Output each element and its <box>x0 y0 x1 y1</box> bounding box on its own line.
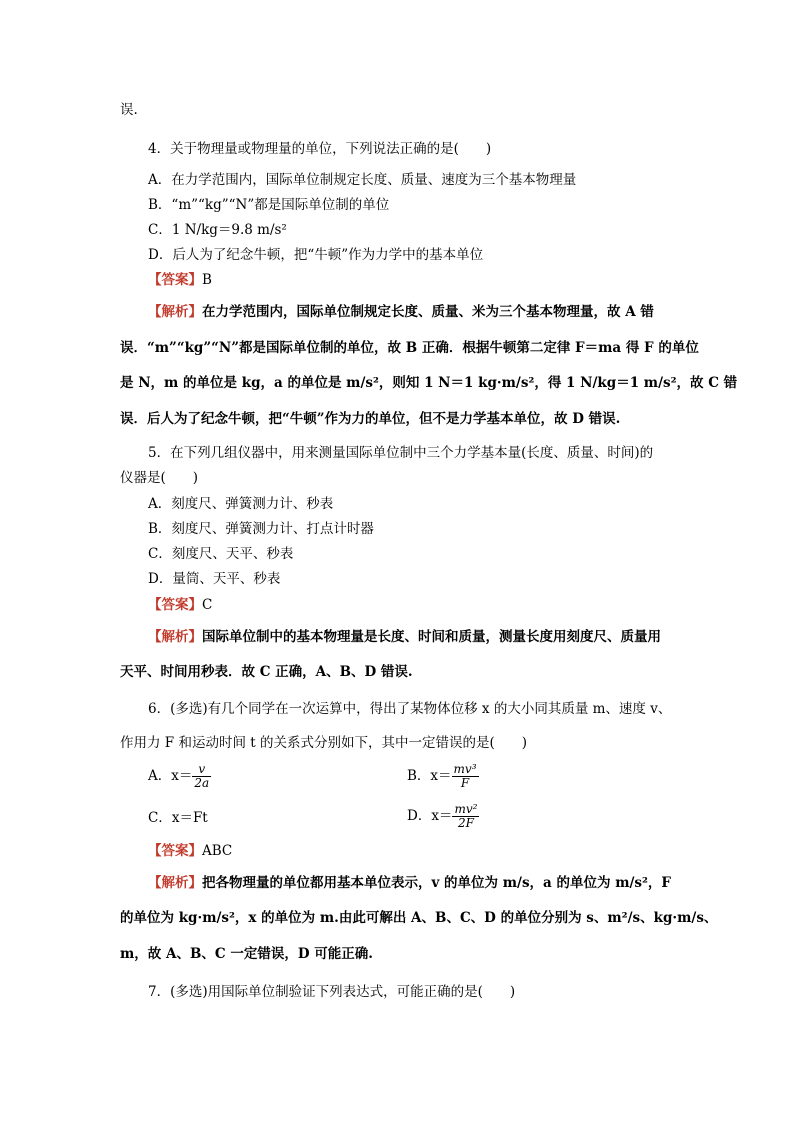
q4-explanation-1: 【解析】在力学范围内，国际单位制规定长度、质量、米为三个基本物理量，故 A 错 <box>148 304 654 320</box>
q4-option-a: A．在力学范围内，国际单位制规定长度、质量、速度为三个基本物理量 <box>148 172 577 188</box>
q5-option-a: A．刻度尺、弹簧测力计、秒表 <box>148 496 334 512</box>
fraction: $\frac{\text{mv²}}{2F}$ <box>454 802 478 830</box>
q6-explanation-1: 【解析】把各物理量的单位都用基本单位表示，v 的单位为 m/s，a 的单位为 m/s²，F <box>148 875 672 891</box>
q6-explanation-2: 的单位为 kg·m/s²，x 的单位为 m.由此可解出 A、B、C、D 的单位分别为 s、m²/s、kg·m/s、 <box>120 910 718 926</box>
question-7: 7．(多选)用国际单位制验证下列表达式，可能正确的是( ) <box>148 984 516 1000</box>
q5-option-b: B．刻度尺、弹簧测力计、打点计时器 <box>148 521 374 537</box>
q4-explanation-4: 误．后人为了纪念牛顿，把“牛顿”作为力的单位，但不是力学基本单位，故 D 错误. <box>120 411 621 427</box>
q5-explanation-2: 天平、时间用秒表．故 C 正确，A、B、D 错误. <box>120 664 413 680</box>
question-5-cont: 仪器是( ) <box>120 470 199 486</box>
q6-answer: 【答案】ABC <box>148 843 233 859</box>
continued-text: 误. <box>120 102 138 118</box>
question-4: 4．关于物理量或物理量的单位，下列说法正确的是( ) <box>148 141 492 157</box>
answer-tag: 【答案】 <box>148 272 202 288</box>
q6-option-d: D．x＝ $\frac{\text{mv²}}{2F}$ <box>407 802 478 830</box>
q4-explanation-3: 是 N，m 的单位是 kg，a 的单位是 m/s²，则知 1 N＝1 kg·m/s²，得 1 N/kg＝1 m/s²，故 C 错 <box>120 375 738 391</box>
question-6-cont: 作用力 F 和运动时间 t 的关系式分别如下，其中一定错误的是( ) <box>120 735 527 751</box>
q4-explanation-2: 误．“m”“kg”“N”都是国际单位制的单位，故 B 正确．根据牛顿第二定律 F＝ma 得 F 的单位 <box>120 340 699 356</box>
q6-option-b: B．x＝ $\frac{\text{mv³}}{F}$ <box>407 762 477 790</box>
fraction: $\frac{\text{mv³}}{F}$ <box>453 762 477 790</box>
question-5: 5．在下列几组仪器中，用来测量国际单位制中三个力学基本量(长度、质量、时间)的 <box>148 445 654 461</box>
answer-value: B <box>202 272 212 288</box>
q4-answer <box>148 270 212 290</box>
q4-option-b: B．“m”“kg”“N”都是国际单位制的单位 <box>148 197 390 213</box>
q5-answer: 【答案】C <box>148 597 213 613</box>
q4-option-c: C．1 N/kg＝9.8 m/s² <box>148 222 287 238</box>
q6-option-c: C．x＝Ft <box>148 810 208 826</box>
explanation-tag: 【解析】 <box>148 304 202 320</box>
q6-explanation-3: m，故 A、B、C 一定错误，D 可能正确. <box>120 946 373 962</box>
q5-option-d: D．量筒、天平、秒表 <box>148 571 281 587</box>
q5-option-c: C．刻度尺、天平、秒表 <box>148 546 294 562</box>
q5-explanation-1: 【解析】国际单位制中的基本物理量是长度、时间和质量，测量长度用刻度尺、质量用 <box>148 629 661 645</box>
q6-option-a: A．x＝ $\frac{v}{2a}$ <box>148 762 210 790</box>
question-6: 6．(多选)有几个同学在一次运算中，得出了某物体位移 x 的大小同其质量 m、速度 v、 <box>148 701 672 717</box>
fraction: $\frac{v}{2a}$ <box>194 762 210 790</box>
q4-option-d: D．后人为了纪念牛顿，把“牛顿”作为力学中的基本单位 <box>148 247 484 263</box>
